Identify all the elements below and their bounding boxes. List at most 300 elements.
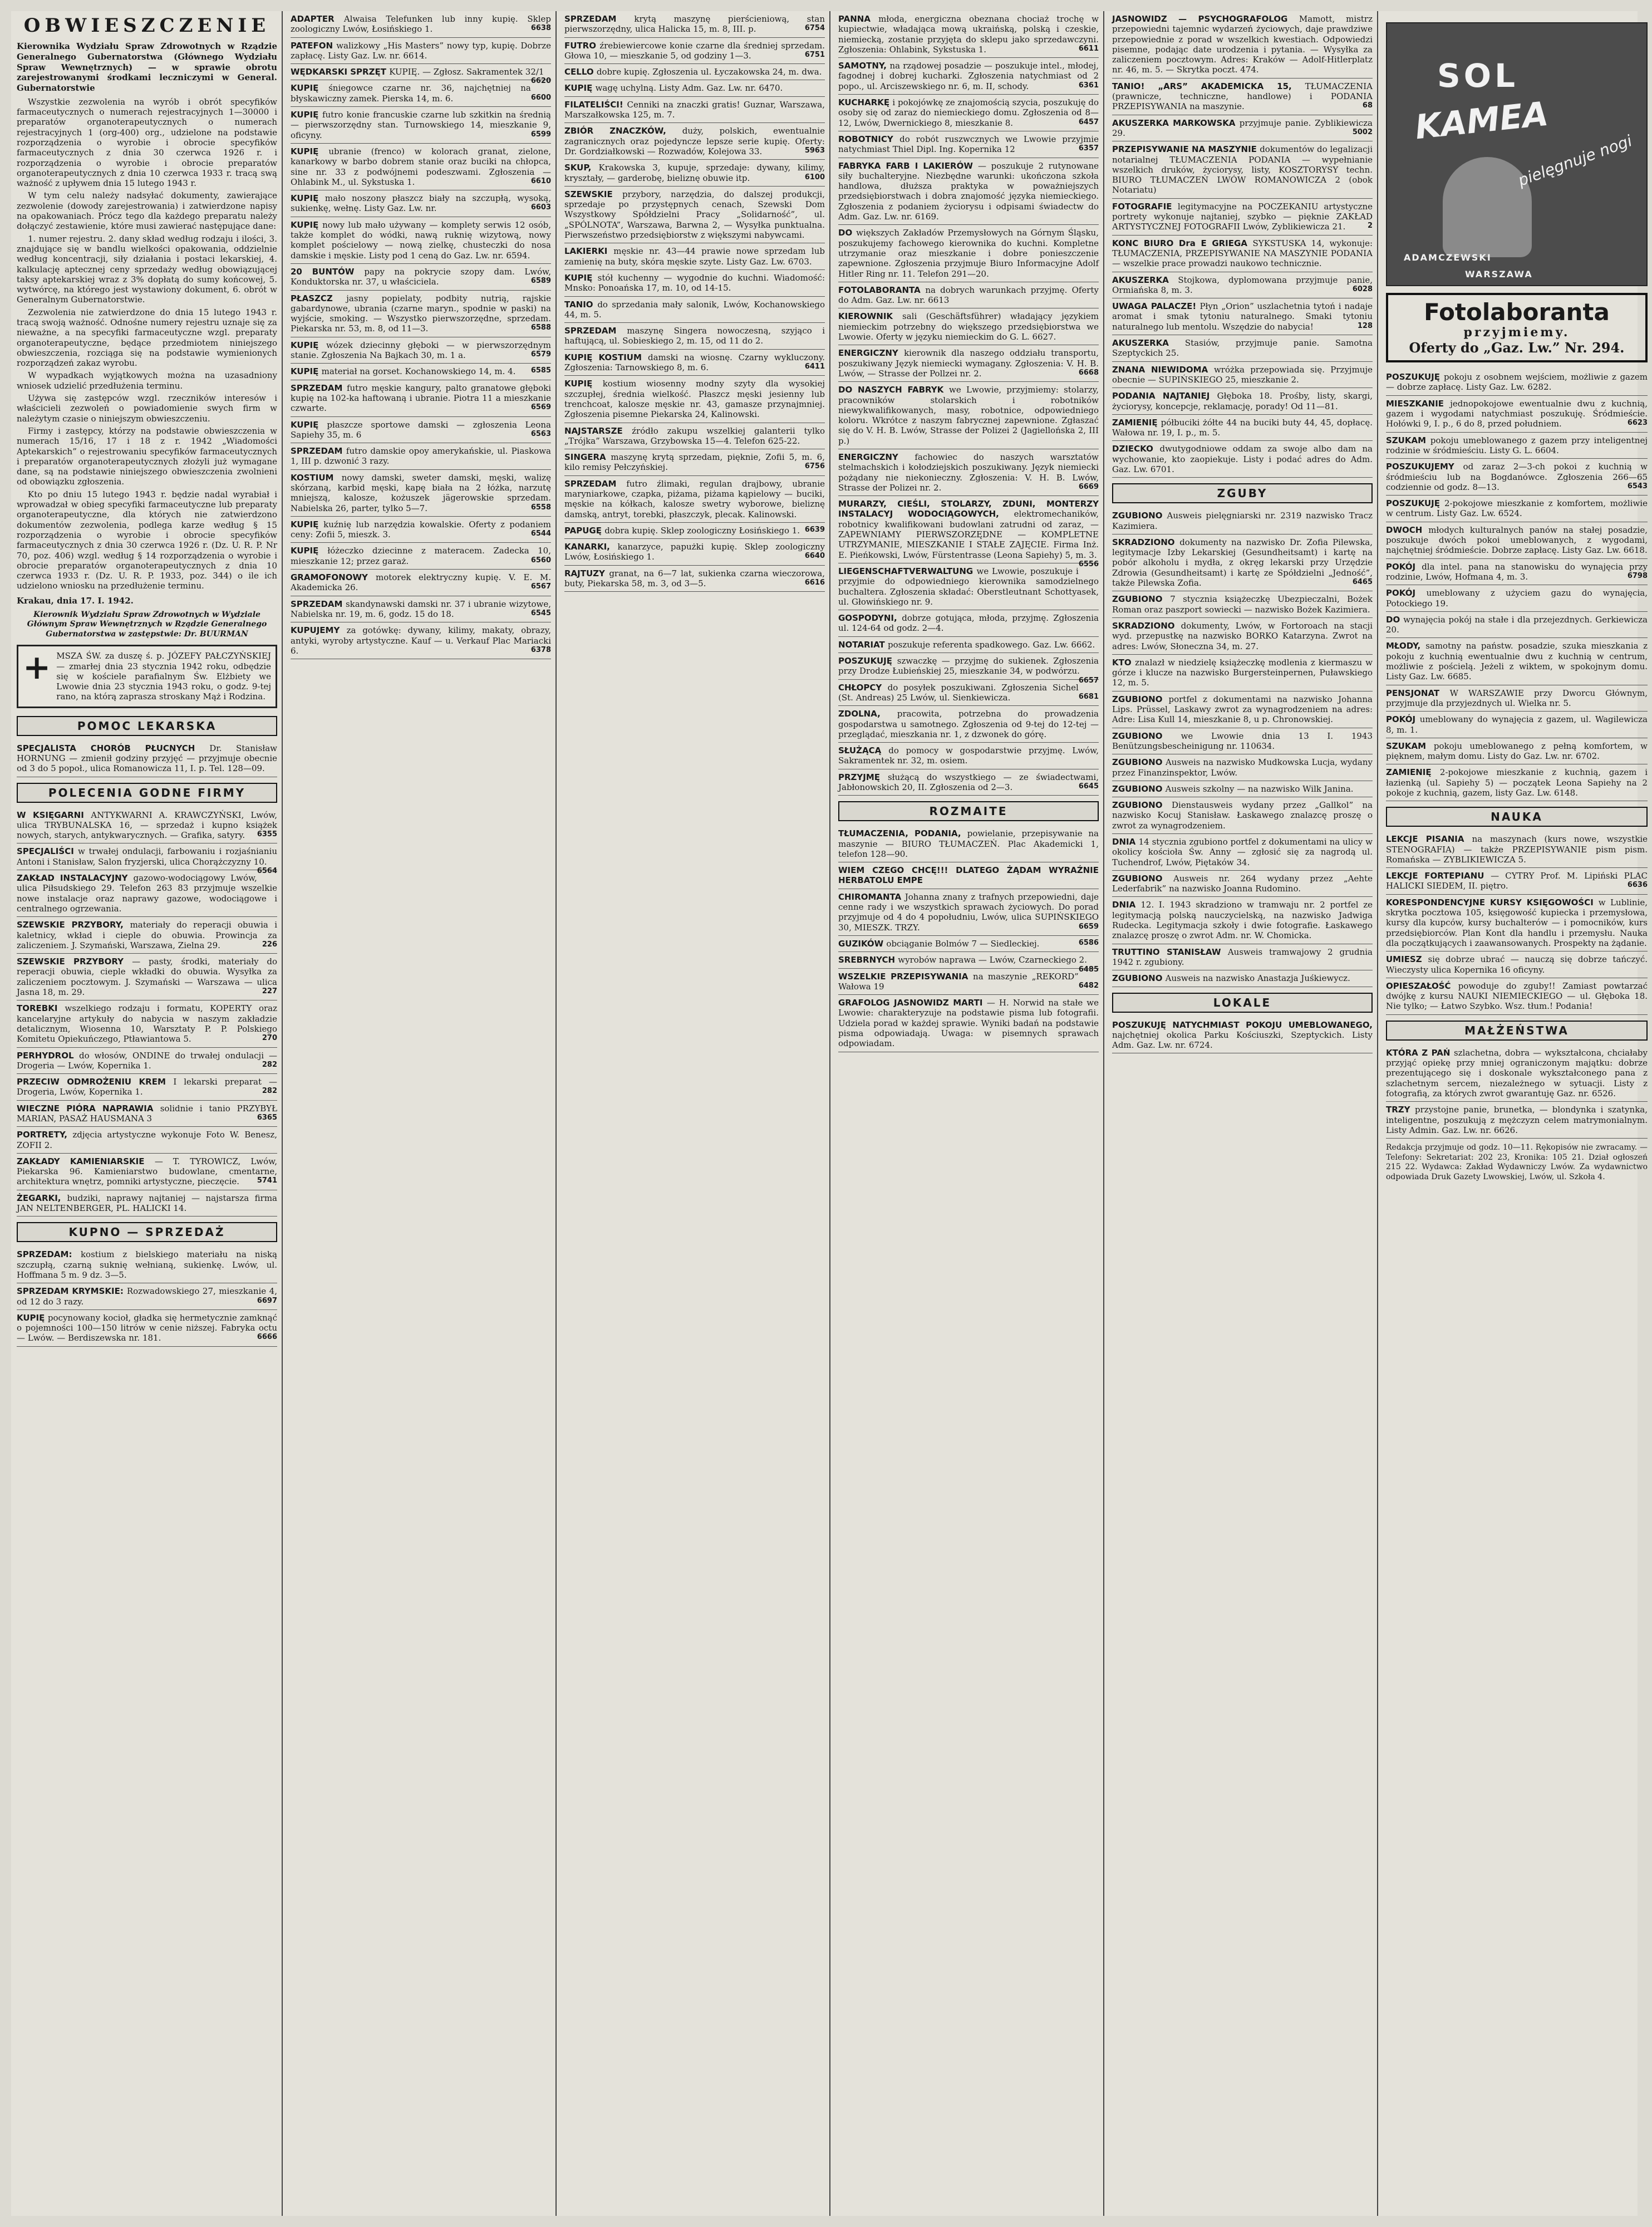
ad-text: dokumenty na nazwisko Dr. Zofia Pilewska, legitymacje Izby Lekarskiej (Gesundheitsamt) i kartę na pobór alkoholu i mydła, z okręg lekarski przy Urzędzie Zdrowia (Gesundheitsamt) i kartę ze Spółdzielni „Jedność”, także Pilewska Zofia.	[1112, 537, 1373, 588]
ad-keyword: KUPIĘ	[564, 379, 603, 389]
notice-paragraph: 1. numer rejestru. 2. dany skład według rodzaju i ilości, 3. znajdujące się w bandlu wielkości opakowania, oddzielnie według koncentracji, siły działania i postaci lekarskiej, 4. kalkulację aptecznej ceny sprzedaży według obowiązującej taksy aptekarskiej wraz z 3% dopłatą do sumy końcowej, 5. wytwórcę, na którego jest wystawiony dokument, 6. obrót w Generalnym Gubernatorstwie.	[17, 233, 277, 305]
ad-keyword: WSZELKIE PRZEPISYWANIA	[838, 971, 974, 982]
classified-ad	[291, 80, 551, 107]
ad-text: — pasty, środki, materiały do reperacji obuwia, cieple wkładki do obuwia. Wysyłka za zaliczeniem pocztowym. J. Szymański — Warszawa — ulica Jasna 18, m. 29.	[17, 956, 277, 998]
classified-ad	[1386, 612, 1648, 639]
ad-text: dobrze gotująca, młoda, przyjmę. Zgłoszenia ul. 124-64 od godz. 2—4.	[838, 613, 1099, 634]
ad-text: ubranie (frenco) w kolorach granat, zielone, kanarkowy w barbo dobrem stanie oraz buciki na chłopca, sine nr. 33 z podwójnemi podeszwami. Zgłoszenia — Ohlabink M., ul. Sykstuska 1.	[291, 146, 551, 187]
column-2b-ads	[564, 11, 825, 592]
section-header: MAŁŻEŃSTWA	[1386, 1021, 1648, 1041]
classified-ad	[564, 423, 825, 450]
ad-text: w Lublinie, skrytka pocztowa 105, księgowość kupiecka i przemysłowa, kursy dla kupców, kursy buchalterów — i pomocników, kurs przedsiębiorców. Plan Kont dla handlu i przemysłu. Nauka dla początkujących i zaawansowanych. Prospekty na żądanie.	[1386, 897, 1648, 948]
ad-text: od zaraz 2—3-ch pokoi z kuchnią w śródmieściu lub na Bogdanówce. Zgłoszenia 266—65 codziennie od godz. 8—13.	[1386, 462, 1648, 492]
classified-ad	[838, 345, 1099, 382]
ad-text: pokoju umeblowanego z pełną komfortem, w pięknem, małym domu. Listy do Gaz. Lw. nr. 6702.	[1386, 740, 1648, 762]
classified-ad	[564, 80, 825, 96]
ad-keyword: SPRZEDAM	[564, 14, 635, 24]
classified-ad	[838, 862, 1099, 889]
ad-text: do robót ruszwcznych we Lwowie przyjmie natychmiast Thiel Dipl. Ing. Kopernika 12	[838, 134, 1099, 155]
classified-ad	[291, 291, 551, 337]
ad-text: obciąganie Bolmów 7 — Siedleckiej.	[886, 938, 1040, 949]
ad-reference-number: 128	[1357, 321, 1373, 330]
ad-keyword: KUPIĘ	[291, 519, 324, 529]
ad-keyword: UMIESZ	[1386, 954, 1428, 965]
ad-keyword: SZUKAM	[1386, 740, 1434, 751]
ad-reference-number: 6543	[1627, 482, 1648, 490]
notice-paragraph: Używa się zastępców wzgl. rzeczników interesów i właścicieli zezwoleń o powiadomienie swych firm w należytym czasie o niniejszym obwieszczeniu.	[17, 393, 277, 424]
classified-ad	[1112, 618, 1373, 655]
ad-text: dobre kupię. Zgłoszenia ul. Łyczakowska 24, m. dwa.	[596, 67, 822, 77]
column-2-ads	[291, 11, 551, 659]
classified-ad	[291, 11, 551, 38]
classified-ad	[564, 123, 825, 160]
ad-text: źrebiewiercowe konie czarne dla średniej sprzedam. Głowa 10, — mieszkanie 5, od godziny 1—3.	[564, 40, 825, 61]
ad-keyword: ZGUBIONO	[1112, 694, 1169, 704]
ad-keyword: TOREBKI	[17, 1003, 65, 1014]
ad-keyword: SKRADZIONO	[1112, 537, 1180, 547]
ad-keyword: KANARKI,	[564, 542, 618, 552]
ad-keyword: TŁUMACZENIA, PODANIA,	[838, 828, 967, 839]
classified-ad	[838, 936, 1099, 952]
ad-text: jednopokojowe ewentualnie dwu z kuchnią, gazem i wygodami natychmiast poszukuję. Śródmieście. Hołówki 9, I. p., 6 do 8, przed południem.	[1386, 398, 1648, 429]
ad-keyword: CELLO	[564, 67, 597, 77]
classified-ad	[291, 543, 551, 570]
classified-ad	[1112, 415, 1373, 442]
ad-keyword: PENSJONAT	[1386, 688, 1450, 698]
classified-ad	[17, 740, 277, 777]
classified-ad	[1386, 978, 1648, 1015]
ad-text: młodych kulturalnych panów na stałej posadzie, poszukuje dwóch pokoi umeblowanych, z wygodami, najchętniej śródmieście. Dobrze zapłacę. Listy Gaz. Lw. 6618.	[1386, 524, 1648, 556]
ad-keyword: NOTARIAT	[838, 639, 888, 650]
soap-brand-line1: SOL	[1437, 57, 1519, 95]
ad-keyword: GOSPODYNI,	[838, 613, 902, 624]
ad-text: Ausweis szkolny — na nazwisko Wilk Janina.	[1165, 783, 1354, 794]
ad-keyword: 20 BUNTÓW	[291, 266, 365, 277]
ad-keyword: SKRADZIONO	[1112, 620, 1181, 631]
ad-keyword: FOTOLABORANTA	[838, 284, 926, 295]
ad-keyword: PORTRETY,	[17, 1130, 73, 1140]
soap-city: WARSZAWA	[1465, 269, 1533, 279]
soap-brand-line2: KAMEA	[1413, 94, 1551, 148]
ad-text: papy na pokrycie szopy dam. Lwów, Konduktorska nr. 37, u właściciela.	[291, 266, 551, 287]
ad-text: na maszynach (kurs nowe, wszystkie STENOGRAFIA) — także PRZEPISYWANIE pism pism. Romańska — ZYBLIKIEWICZA 5.	[1386, 834, 1648, 865]
fotolaborant-box-ad	[1386, 293, 1648, 362]
ad-reference-number: 282	[262, 1087, 277, 1096]
classified-ad	[1112, 728, 1373, 755]
classified-ad	[1112, 897, 1373, 944]
ad-text: duży, polskich, ewentualnie zagranicznych oraz pojedyncze lepsze serie kupię. Oferty: Dr. Gordziałkowski — Rozwadów, Kolejowa 33.	[564, 126, 825, 156]
editorial-footer: Redakcja przyjmuje od godz. 10—11. Rękopisów nie zwracamy. — Telefony: Sekretariat: 202 23, Kronika: 105 21. Dział ogłoszeń 215 22. Wydawca: Zakład Wydawniczy Lwów. Za wydawnictwo odpowiada Druk Gazety Lwowskiej, Lwów, ul. Szkoła 4.	[1386, 1143, 1648, 1181]
ad-text: — H. Norwid na stałe we Lwowie: charakteryzuje na podstawie pisma lub fotografii. Udziela porad w każdej sprawie. Wyniki badań na podstawie pisma odpowiadają. Uwaga: w pisemnych sprawach odpowiadam.	[838, 998, 1099, 1049]
classified-ad	[1112, 362, 1373, 389]
ad-text: motorek elektryczny kupię. V. E. M. Akademicka 26.	[291, 572, 551, 593]
classified-ad	[564, 187, 825, 243]
classified-ad	[838, 282, 1099, 309]
ad-keyword: KIEROWNIK	[838, 311, 903, 322]
classified-ad	[564, 523, 825, 539]
classified-ad	[838, 496, 1099, 568]
classified-ad	[1386, 522, 1648, 559]
ad-keyword: GRAMOFONOWY	[291, 572, 376, 583]
classified-ad	[1112, 199, 1373, 236]
ad-text: futro męskie kangury, palto granatowe głęboki kupię na 102-ka haftowaną i ubranie. Piotra 11 a mieszkanie czwarte.	[291, 382, 551, 414]
cross-icon: +	[23, 648, 51, 688]
classified-ad	[1112, 754, 1373, 781]
ad-keyword: KUPIĘ	[291, 419, 327, 430]
column-5	[1386, 11, 1652, 2216]
ad-text: we Lwowie, przyjmiemy: stolarzy, pracowników stolarskich i robotników niewykwalifikowanych, masy, robotnice, odpowiedniego koloru. Wkrótce z naszym fabrycznej zapewnione. Zgłaszać się do V. H. B. Lwów, Strasse der Polizei 2 (Jagiellońska 2, III p.)	[838, 385, 1099, 446]
classified-ad	[17, 1074, 277, 1101]
classified-ad	[838, 131, 1099, 158]
classified-ad	[1112, 871, 1373, 897]
ad-reference-number: 6357	[1078, 144, 1099, 153]
classified-ad	[838, 308, 1099, 345]
ad-text: Ausweis nr. 264 wydany przez „Aehte Lederfabrik” na nazwisko Joanna Rudomino.	[1112, 873, 1373, 894]
ad-reference-number: 68	[1362, 101, 1373, 110]
classified-ad	[1112, 335, 1373, 362]
ad-keyword: MURARZY, CIEŚLI, STOLARZY, ZDUNI, MONTERZY INSTALACYJ WODOCIĄGOWYCH,	[838, 499, 1099, 519]
notice-paragraph: Wszystkie zezwolenia na wyrób i obrót specyfików farmaceutycznych o numerach rejestracyjnych 1—30000 i preparatów organoterapeutycznych o numerach rejestracyjnych 1 (org-400) org., udzielone na podstawie rozporządzenia o wyrobie i obrocie specyfików farmaceutycznych z dnia 30 czerwca 1926 r. i rozporządzenia o wyrobie i obrocie preparatów organoterapeutycznych z dnia 10 czerwca 1933 r. tracą swą ważność z upływem dnia 15 lutego 1943 r.	[17, 96, 277, 189]
column-1	[17, 11, 283, 2216]
official-notice	[17, 14, 277, 639]
ad-keyword: KOSTIUM	[291, 472, 342, 483]
ad-text: solidnie i tanio PRZYBYŁ MARIAN, PASAŻ HAUSMANA 3	[17, 1103, 278, 1124]
ad-keyword: ZNANA NIEWIDOMA	[1112, 364, 1214, 375]
classified-ad	[838, 58, 1099, 95]
ad-reference-number: 6610	[530, 176, 551, 185]
classified-ad	[17, 1283, 277, 1310]
ad-keyword: UWAGA PALACZE!	[1112, 301, 1200, 312]
classified-ad	[1112, 1017, 1373, 1054]
ad-text: większych Zakładów Przemysłowych na Górnym Śląsku, poszukujemy fachowego kierownika do kuchni. Kompletne utrzymanie oraz mieszkanie i dobre ponieszczenie zapewnione. Zgłoszenia przyjmuje Biuro Informacyjne Adolf Hitler Ring nr. 11. Telefon 291—20.	[838, 228, 1099, 279]
ad-keyword: KUPIĘ	[17, 1312, 48, 1323]
ad-text: szwaczkę — przyjmę do sukienek. Zgłoszenia przy Drodze Łubieńskiej 25, mieszkanie 34, w podwórzu.	[838, 656, 1099, 676]
notice-title: OBWIESZCZENIE	[23, 14, 271, 37]
ad-text: krytą maszynę pierścieniową, stan pierwszorzędny, ulica Halicka 15, m. 8, III. p.	[564, 14, 825, 35]
ad-text: Ausweis na nazwisko Mudkowska Lucja, wydany przez Finanzinspektor, Lwów.	[1112, 757, 1373, 778]
ad-reference-number: 6569	[530, 403, 551, 412]
ad-text: dwutygodniowe oddam za swoje albo dam na wychowanie, kto zaopiekuje. Listy i podać adres do Adm. Gaz. Lw. 6701.	[1112, 444, 1373, 474]
ad-text: Głęboka 18. Prośby, listy, skargi, życiorysy, koncepcje, reklamację, porady! Od 11—81.	[1112, 391, 1373, 411]
ad-reference-number: 226	[262, 940, 277, 949]
ad-text: — T. TYROWICZ, Lwów, Piekarska 96. Kamieniarstwo budowlane, cmentarne, architektura wnętrz, pomniki artystyczne, pieczęcie.	[17, 1156, 277, 1187]
classified-ad	[564, 376, 825, 423]
ad-text: Ausweis na nazwisko Anastazja Juśkiewycz.	[1165, 973, 1350, 984]
ad-reference-number: 6657	[1078, 676, 1099, 685]
ad-keyword: CHIROMANTA	[838, 891, 905, 902]
classified-ad	[838, 382, 1099, 449]
ad-text: jasny popielaty, podbity nutrią, rajskie gabardynowe, ubrania (czarne maryn., spodnie w paski) na wyjście, smoking. — Wszystko pierwszorzędne, sprzedam. Piekarska nr. 53, m. 8, od 11—3.	[291, 293, 551, 334]
column-2b	[564, 11, 830, 2216]
ad-text: na rządowej posadzie — poszukuje intel., młodej, fagodnej i dobrej kucharki. Zgłoszenia natychmiast od 2 popo., ul. Arciszewskiego nr. 6, m. II, schody.	[838, 61, 1099, 91]
ad-text: Krakowska 3, kupuje, sprzedaje: dywany, kilimy, kryształy, — garderobę, bieliznę obuwie itp.	[564, 163, 825, 183]
ad-keyword: SAMOTNY,	[838, 61, 890, 71]
ad-reference-number: 6457	[1078, 117, 1099, 126]
classified-ad	[291, 443, 551, 470]
box-ad-headline: Fotolaboranta	[1424, 298, 1610, 326]
ad-text: — poszukuje 2 rutynowane siły buchalteryjne. Niezbędne warunki: ukończona szkoła handlowa, dłuższa praktyka w poważniejszych przedsiębiorstwach i dobra znajomość języka niemieckiego. Zgłoszenia z podaniem życiorysu i odpisami świadectw do Adm. Gaz. Lw. nr. 6169.	[838, 160, 1099, 222]
ad-text: I lekarski preparat — Drogeria, Lwów, Kopernika 1.	[17, 1077, 277, 1097]
classified-ad	[1112, 441, 1373, 478]
ad-text: maszynę krytą sprzedam, pięknie, Zofii 5, m. 6, kilo remisy Pełczyńskiej.	[564, 452, 825, 473]
classified-ad	[564, 476, 825, 523]
classified-ad	[1386, 433, 1648, 459]
classified-ad	[838, 889, 1099, 936]
ad-keyword: SKUP,	[564, 163, 599, 173]
ad-text: futro źlimaki, regulan drajbowy, ubranie maryniarkowe, czapka, piżama, piżama kąpielowy — buciki, męskie na kółkach, kalosze swetry wyborowe, bieliznę damską, antryt, torebki, płaszczyk, plecak. Kalinowski.	[564, 478, 825, 519]
ad-text: 2-pokojowe mieszkanie z kuchnią, gazem i łazienką (ul. Sapiehy 5) — początek Leona Sapiehy na 2 pokoje z kuchnią, gazem, listy Gaz. Lw. 6148.	[1386, 767, 1648, 798]
ad-reference-number: 6639	[804, 525, 825, 534]
ad-text: na dobrych warunkach przyjmę. Oferty do Adm. Gaz. Lw. nr. 6613	[838, 284, 1099, 306]
classified-ad	[564, 97, 825, 124]
column-4	[1112, 11, 1378, 2216]
classified-ad	[17, 1190, 277, 1217]
ad-keyword: AKUSZERKA MARKOWSKA	[1112, 117, 1240, 128]
ad-keyword: WIECZNE PIÓRA NAPRAWIA	[17, 1103, 160, 1114]
ad-keyword: POKÓJ	[1386, 561, 1422, 572]
ad-text: kierownik dla naszego oddziału transportu, poszukiwany Język niemiecki wymagany. Zgłoszenia: V. H. B. Lwów, — Strasse der Pollzei nr. 2.	[838, 348, 1099, 379]
classified-ad	[838, 680, 1099, 707]
ad-text: służącą do wszystkiego — ze świadectwami, Jabłonowskich 20, II. Zgłoszenia od 2—3.	[838, 772, 1099, 792]
ad-text: Ausweis pielęgniarski nr. 2319 nazwisko Tracz Kazimiera.	[1112, 511, 1373, 531]
classified-ad	[1386, 738, 1648, 765]
classified-ad	[1112, 272, 1373, 299]
ad-keyword: TRUTTINO STANISŁAW	[1112, 946, 1228, 957]
classified-ad	[17, 954, 277, 1000]
ad-reference-number: 6586	[1078, 938, 1099, 947]
classified-ad	[1112, 236, 1373, 272]
ad-text: materiał na gorset. Kochanowskiego 14, m. 4.	[321, 366, 516, 377]
ad-keyword: KUPIĘ	[291, 366, 322, 377]
classified-ad	[564, 11, 825, 38]
ad-text: Dr. Stanisław HORNUNG — zmienił godziny przyjęć — przyjmuje obecnie od 3 do 5 popoł., ulica Romanowicza 11, I. p. Tel. 128—09.	[17, 743, 277, 774]
classified-ad	[838, 769, 1099, 796]
classified-ad	[1112, 944, 1373, 971]
classified-ad	[291, 64, 551, 86]
ad-text: szlachetna, dobra — wykształcona, chciałaby przyjąć opiekę przy mniej ograniczonym majątku: dobrze prezentującego się i doskonale wykształconego pana z szlachetnym sercem, niezależnego w sytuacji. Listy z fotografią, za których zwrot gwarantuję Gaz. nr. 6526.	[1386, 1047, 1648, 1098]
classified-ad	[838, 563, 1099, 610]
ad-keyword: FABRYKA FARB I LAKIERÓW	[838, 160, 978, 171]
classified-ad	[1112, 115, 1373, 142]
ad-keyword: FILATELIŚCI!	[564, 99, 627, 110]
column-4-ads	[1112, 11, 1373, 1053]
classified-ad	[564, 160, 825, 187]
ad-keyword: ZGUBIONO	[1112, 800, 1172, 811]
ad-reference-number: 5963	[804, 146, 825, 155]
ad-keyword: PŁASZCZ	[291, 293, 347, 303]
ad-reference-number: 6754	[804, 24, 825, 33]
ad-text: 7 stycznia książeczkę Ubezpieczalni, Bożek Roman oraz paszport sowiecki — nazwisko Bożek Kazimiera.	[1112, 594, 1373, 615]
ad-keyword: DNIA	[1112, 900, 1141, 910]
ad-keyword: GRAFOLOG JASNOWIDZ MARTI	[838, 998, 987, 1008]
ad-reference-number: 6567	[530, 582, 551, 591]
ad-text: przystojne panie, brunetka, — blondynka i szatynka, inteligentne, poszukują z mężczyzn celem matrymonialnym. Listy Admin. Gaz. Lw. nr. 6626.	[1386, 1105, 1648, 1135]
classified-ad	[838, 11, 1099, 58]
ad-reference-number: 6585	[530, 366, 551, 375]
section-header: KUPNO — SPRZEDAŻ	[17, 1222, 277, 1242]
classified-ad	[838, 969, 1099, 995]
ad-reference-number: 5741	[257, 1176, 277, 1185]
death-notice	[17, 645, 277, 708]
ad-text: do pomocy w gospodarstwie przyjmę. Lwów, Sakramentek nr. 32, m. osiem.	[838, 745, 1099, 766]
ad-keyword: ZAMIENIĘ	[1386, 767, 1440, 778]
ad-text: legitymacyjne na POCZEKANIU artystyczne portrety wykonuje najtaniej, szybko — pięknie ZAKŁAD ARTYSTYCZNEJ FOTOGRAFII Lwów, Zyblikiewicza 21.	[1112, 201, 1373, 232]
ad-text: pokoju z osobnem wejściem, możliwie z gazem — dobrze zapłacę. Listy Gaz. Lw. 6282.	[1386, 372, 1648, 393]
classified-ad	[291, 364, 551, 380]
ad-reference-number: 282	[262, 1060, 277, 1069]
ad-text: portfel z dokumentami na nazwisko Johanna Lips. Prüssel, Laskawy zwrot za wynagrodzeniem na adres: Adre: Lisa Kull 14, mieszkanie 8, u p. Chronowskiej.	[1112, 694, 1373, 725]
ad-text: w trwałej ondulacji, farbowaniu i rozjaśnianiu Antoni i Stanisław, Salon fryzjerski, ulica Chorążczyzny 10.	[17, 846, 277, 867]
classified-ad	[291, 144, 551, 190]
ad-text: półbuciki żółte 44 na buciki buty 44, 45, dopłacę. Wałowa nr. 19, I. p., m. 5.	[1112, 417, 1373, 438]
ad-text: Alwaisa Telefunken lub inny kupię. Sklep zoologiczny Lwów, Łosińskiego 1.	[291, 14, 552, 35]
ad-keyword: PRZECIW ODMROŻENIU KREM	[17, 1077, 174, 1087]
ad-keyword: PATEFON	[291, 40, 337, 51]
ad-keyword: KONC BIURO Dra E GRIEGA	[1112, 238, 1253, 248]
ad-keyword: DO	[1386, 614, 1404, 625]
ad-keyword: SPRZEDAM	[291, 446, 346, 457]
ad-keyword: ZAMIENIĘ	[1112, 417, 1161, 428]
ad-keyword: WĘDKARSKI SPRZĘT	[291, 67, 390, 77]
ad-reference-number: 6544	[530, 529, 551, 538]
classified-ad	[17, 1000, 277, 1047]
ad-keyword: ENERGICZNY	[838, 348, 904, 359]
ad-text: łóżeczko dziecinne z materacem. Zadecka 10, mieszkanie 12; przez garaż.	[291, 546, 551, 566]
ad-keyword: SPRZEDAM	[564, 478, 627, 489]
notice-paragraph: Kto po dniu 15 lutego 1943 r. będzie nadal wyrabiał i wprowadzał w obieg specyfiki farmaceutyczne lub preparaty organoterapeutyczne, dla których nie zatwierdzono dokumentów zezwolenia, podlega karze według § 15 rozporządzenia o wyrobie i obrocie specyfików farmaceutycznych z dnia 30 czerwca 1926 r. (Dz. U. R. P. Nr 70, poz. 406) wzgl. według § 14 rozporządzenia o wyrobie i obrocie preparatów organoterapeutycznych z dnia 10 czerwca 1933 r. (Dz. U. R. P. 1933, poz. 344) o ile ich udzielono wniosku na przedłużenie terminu.	[17, 489, 277, 591]
ad-reference-number: 6355	[257, 830, 277, 839]
ad-keyword: KUPIĘ	[564, 272, 598, 283]
ad-text: umeblowany z użyciem gazu do wynajęcia, Potockiego 19.	[1386, 588, 1648, 609]
ad-keyword: PRZEPISYWANIE NA MASZYNIE	[1112, 144, 1260, 155]
ad-text: we Lwowie dnia 13 I. 1943 Benützungsbescheinigung nr. 110634.	[1112, 730, 1373, 751]
ad-keyword: TANIO! „ARS” AKADEMICKA 15,	[1112, 81, 1305, 91]
ad-text: kanarzyce, papużki kupię. Sklep zoologiczny Lwów, Łosińskiego 1.	[564, 542, 825, 562]
classified-ad	[291, 417, 551, 444]
ad-reference-number: 6558	[530, 503, 551, 512]
ad-keyword: SZEWSKIE PRZYBORY	[17, 956, 132, 967]
classified-ad	[1112, 591, 1373, 618]
ad-text: Mamott, mistrz przepowiedni tajemnic wydarzeń życiowych, daje prawdziwe przepowiednie z porad w wszelkich kwestiach. Odpowiedzi pisemne, podając date urodzenia i pytania. — Wysyłka za zaliczeniem pocztowym. Adres: Kraków — Adolf-Hitlerplatz nr. 46, m. 5. — Skrytka poczt. 474.	[1112, 14, 1373, 75]
ad-text: nowy damski, sweter damski, męski, walizę skórzaną, karbid męski, kapę biała na 2 łóżka, narzutę mniejszą, kalosze, kożuszek jägerowskie sprzedam. Nabielska 26, parter, tylko 5—7.	[291, 472, 552, 513]
ad-keyword: KTO	[1112, 657, 1135, 668]
ad-text: umeblowany do wynajęcia z gazem, ul. Wagilewicza 8, m. 1.	[1386, 714, 1648, 735]
ad-text: Stojkowa, dyplomowana przyjmuje panie, Ormiańska 8, m. 3.	[1112, 274, 1373, 295]
ad-keyword: KUPIĘ	[291, 340, 327, 350]
classified-ad	[838, 95, 1099, 131]
ad-text: pokoju umeblowanego z gazem przy inteligentnej rodzinie w śródmieściu. Listy G. L. 6604.	[1386, 435, 1648, 455]
notice-lead: Kierownika Wydziału Spraw Zdrowotnych w Rządzie Generalnego Gubernatorstwa (Głównego Wydziału Spraw Wewnętrznych) — w sprawie obrotu zarejestrowanymi środkami leczniczymi w General. Gubernatorstwie	[17, 41, 277, 93]
notice-paragraph: Firmy i zastępcy, którzy na podstawie obwieszczenia w numerach 15/16, 17 i 18 z r. 1942 „Wiadomości Aptekarskich” o rejestrowaniu specyfików farmaceutycznych i preparatów organoterapeutycznych złożyli już wymagane dane, są na podstawie niniejszego obwieszczenia zwolnieni od obowiązku zgłoszenia.	[17, 425, 277, 487]
classified-ad	[1386, 831, 1648, 868]
ad-keyword: OPIESZAŁOŚĆ	[1386, 980, 1458, 991]
ad-reference-number: 6798	[1627, 571, 1648, 580]
ad-keyword: SREBRNYCH	[838, 955, 898, 965]
ad-reference-number: 6028	[1352, 284, 1373, 293]
classified-ad	[291, 596, 551, 623]
classified-ad	[838, 653, 1099, 685]
ad-keyword: POSZUKUJĘ	[1386, 498, 1444, 509]
classified-ad	[291, 190, 551, 217]
ad-keyword: PANNA	[838, 14, 879, 24]
section-header: POLECENIA GODNE FIRMY	[17, 783, 277, 803]
section-header: ROZMAITE	[838, 801, 1099, 821]
ad-keyword: KUPIĘ KOSTIUM	[564, 352, 648, 362]
ad-reference-number: 6563	[530, 429, 551, 438]
ad-reference-number: 6100	[804, 173, 825, 182]
classified-ad	[564, 243, 825, 270]
classified-ad	[1386, 638, 1648, 685]
ad-text: kuźnię lub narzędzia kowalskie. Oferty z podaniem ceny: Zofii 5, mieszk. 3.	[291, 519, 551, 540]
classified-ad	[564, 449, 825, 476]
ad-keyword: FOTOGRAFIE	[1112, 201, 1178, 212]
classified-ad	[564, 539, 825, 566]
ad-text: samotny na państw. posadzie, szuka mieszkania z pokoju z kuchnią ewentualnie dwu z kuchnią w centrum, możliwie z pościelą. Jeżeli z wiktem, w spokojnym domu. Listy Gaz. Lw. 6685.	[1386, 641, 1648, 682]
section-header: LOKALE	[1112, 993, 1373, 1013]
ad-reference-number: 6623	[1627, 419, 1648, 428]
classified-ad	[291, 337, 551, 364]
ad-reference-number: 6560	[530, 556, 551, 565]
classified-ad	[838, 449, 1099, 496]
ad-keyword: LAKIERKI	[564, 246, 614, 257]
ad-keyword: DO NASZYCH FABRYK	[838, 385, 949, 395]
ad-text: i pokojówkę ze znajomością szycia, poszukuję do osoby się od zaraz do niemieckiego domu. Zgłoszenia od 8—12, Lwów, Dwernickiego 8, mieszkanie 8.	[838, 97, 1099, 128]
ad-keyword: CHŁOPCY	[838, 682, 888, 693]
ad-text: pracowita, potrzebna do prowadzenia gospodarstwa u samotnego. Zgłoszenia od 9-tej do 12-tej — przeglądać, mieszkania nr. 1, z dzwonek do górę.	[838, 709, 1099, 739]
ad-keyword: SZEWSKIE PRZYBORY,	[17, 920, 130, 930]
ad-keyword: SŁUŻĄCĄ	[838, 745, 889, 756]
ad-text: pocynowany kocioł, gładka się hermetycznie zamknąć o pojemności 100—150 litrów w cenie niższej. Fabryka octu — Lwów. — Berdiszewska nr. 181.	[17, 1312, 278, 1343]
ad-keyword: AKUSZERKA	[1112, 338, 1185, 349]
ad-text: 14 stycznia zgubiono portfel z dokumentami na ulicy w okolicy kościoła Św. Anny — zgłosić się za nagrodą ul. Tuchendrof, Lwów, Piętaków 34.	[1112, 837, 1373, 867]
classified-ad	[564, 323, 825, 350]
classified-ad	[291, 38, 551, 65]
notice-paragraph: W wypadkach wyjątkowych można na uzasadniony wniosek udzielić przedłużenia terminu.	[17, 370, 277, 391]
ad-keyword: SZUKAM	[1386, 435, 1430, 445]
ad-keyword: KORESPONDENCYJNE KURSY KSIĘGOWOŚCI	[1386, 897, 1599, 908]
ad-text: Stasiów, przyjmuje panie. Samotna Szeptyckich 25.	[1112, 338, 1373, 359]
ad-reference-number: 6378	[530, 645, 551, 654]
ad-text: śniegowce czarne nr. 36, najchętniej na błyskawiczny zamek. Pierska 14, m. 6.	[291, 83, 531, 104]
ad-text: dla intel. pana na stanowisku do wynajęcia przy rodzinie, Lwów, Hofmana 4, m. 3.	[1386, 561, 1648, 582]
column-2	[291, 11, 557, 2216]
classified-ad	[1112, 11, 1373, 79]
ad-keyword: POKÓJ	[1386, 714, 1420, 725]
ad-keyword: ZGUBIONO	[1112, 757, 1166, 768]
ad-text: stół kuchenny — wygodnie do kuchni. Wiadomość: Mnsko: Ponoańska 17, m. 10, od 14-15.	[564, 272, 825, 293]
ad-reference-number: 6640	[804, 552, 825, 561]
ad-reference-number: 6589	[530, 277, 551, 286]
ad-text: ANTYKWARNI A. KRAWCZYŃSKI, Lwów, ulica TRYBUNALSKA 16, — sprzedaż i kupno książek nowych, starych, antykwarycznych. — Grafika, satyry.	[17, 810, 277, 841]
ad-text: przyjmuje panie. Zyblikiewicza 29.	[1112, 117, 1373, 138]
ad-keyword: KTÓRA Z PAŃ	[1386, 1047, 1454, 1058]
ad-keyword: ZAKŁADY KAMIENIARSKIE	[17, 1156, 155, 1166]
soap-maker: ADAMCZEWSKI	[1404, 252, 1492, 263]
ad-keyword: KUPIĘ	[291, 219, 323, 230]
notice-signature: Kierownik Wydziału Spraw Zdrowotnych w Wydziale Głównym Spraw Wewnętrznych w Rządzie Generalnego Gubernatorstwa w zastępstwie: Dr. BUURMAN	[27, 610, 267, 639]
ad-reference-number: 6669	[1078, 482, 1099, 491]
ad-keyword: TANIO	[564, 299, 598, 310]
classified-ad	[291, 470, 551, 517]
ad-keyword: POKÓJ	[1386, 588, 1427, 599]
ad-text: futro damskie opoy amerykańskie, ul. Piaskowa 1, III p. dzwonić 3 razy.	[291, 446, 551, 467]
classified-ad	[838, 995, 1099, 1052]
classified-ad	[1112, 298, 1373, 335]
classified-ad	[291, 264, 551, 291]
classified-ad	[1112, 79, 1373, 115]
classified-ad	[1386, 895, 1648, 951]
ad-keyword: KUPIĘ	[564, 83, 596, 94]
